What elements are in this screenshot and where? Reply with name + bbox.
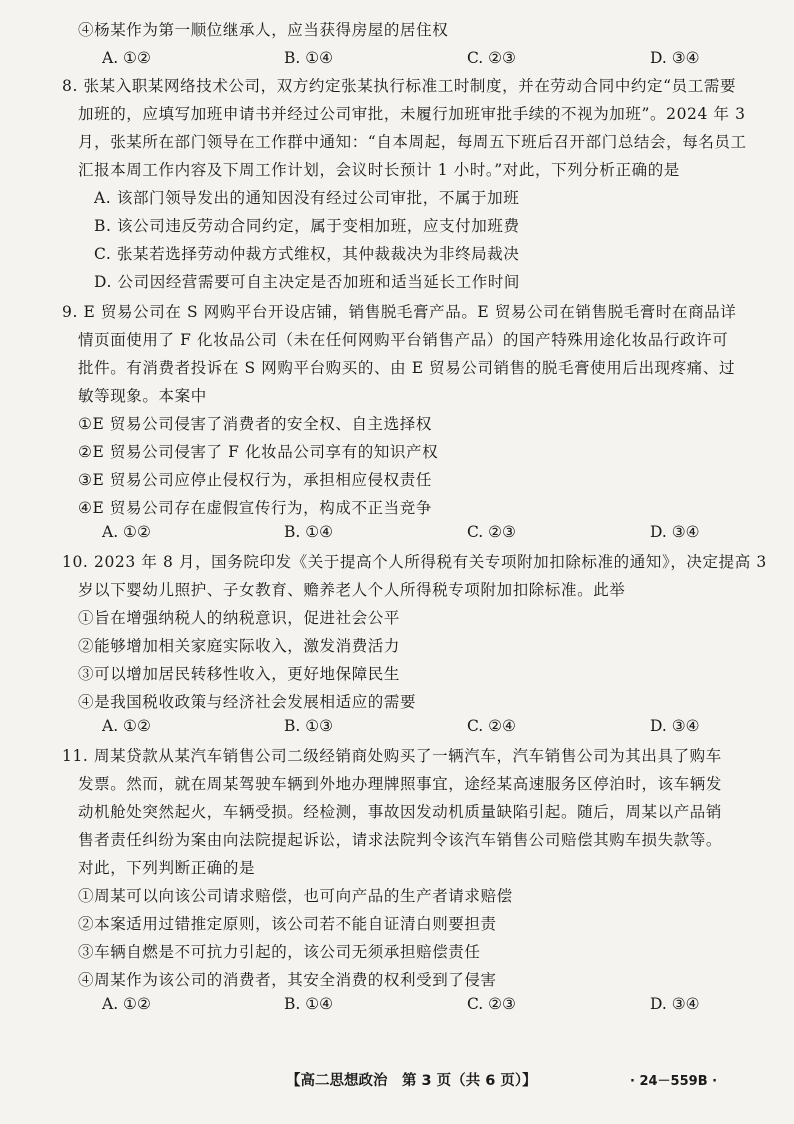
q8-stem-line-3: 月，张某所在部门领导在工作群中通知：“自本周起，每周五下班后召开部门总结会，每名员工 <box>78 133 747 151</box>
q9-stem-line-2: 情页面使用了 F 化妆品公司（未在任何网购平台销售产品）的国产特殊用途化妆品行政许可 <box>78 331 729 349</box>
q10-statement-3: ③可以增加居民转移性收入，更好地保障民生 <box>78 665 401 683</box>
q9-option-b: B. ①④ <box>284 523 334 541</box>
q11-stem-line-4: 售者责任纠纷为案由向法院提起诉讼，请求法院判令该汽车销售公司赔偿其购车损失款等。 <box>78 831 723 849</box>
q7-statement-4: ④杨某作为第一顺位继承人，应当获得房屋的居住权 <box>78 21 449 39</box>
q10-statement-1: ①旨在增强纳税人的纳税意识，促进社会公平 <box>78 609 401 627</box>
q11-stem-line-3: 动机舱处突然起火，车辆受损。经检测，事故因发动机质量缺陷引起。随后，周某以产品销 <box>78 803 723 821</box>
q9-stem-line-4: 敏等现象。本案中 <box>78 387 207 405</box>
q7-option-d: D. ③④ <box>650 49 700 67</box>
q9-statement-3: ③E 贸易公司应停止侵权行为，承担相应侵权责任 <box>78 471 432 489</box>
q10-option-a: A. ①② <box>102 717 151 735</box>
q8-stem-line-2: 加班的，应填写加班申请书并经过公司审批，未履行加班审批手续的不视为加班”。2024 年 3 <box>78 105 746 123</box>
page-footer-title: 【高二思想政治 第 3 页（共 6 页）】 <box>286 1073 537 1089</box>
q9-options <box>0 522 794 542</box>
q10-stem-line-2: 岁以下婴幼儿照护、子女教育、赡养老人个人所得税专项附加扣除标准。此举 <box>78 581 626 599</box>
q7-option-a: A. ①② <box>102 49 151 67</box>
q11-option-a: A. ①② <box>102 995 151 1013</box>
q11-statement-3: ③车辆自燃是不可抗力引起的，该公司无须承担赔偿责任 <box>78 943 481 961</box>
q11-statement-4: ④周某作为该公司的消费者，其安全消费的权利受到了侵害 <box>78 971 497 989</box>
q9-option-a: A. ①② <box>102 523 151 541</box>
q8-choice-c: C. 张某若选择劳动仲裁方式维权，其仲裁裁决为非终局裁决 <box>94 245 520 263</box>
q11-statement-1: ①周某可以向该公司请求赔偿，也可向产品的生产者请求赔偿 <box>78 887 513 905</box>
q11-options <box>0 994 794 1014</box>
q9-statement-4: ④E 贸易公司存在虚假宣传行为，构成不正当竞争 <box>78 499 432 517</box>
q9-stem-line-1: 9. E 贸易公司在 S 网购平台开设店铺，销售脱毛膏产品。E 贸易公司在销售脱毛膏时在商品详 <box>62 303 737 321</box>
q8-stem-line-1: 8. 张某入职某网络技术公司，双方约定张某执行标准工时制度，并在劳动合同中约定“员工需要 <box>62 77 737 95</box>
q11-statement-2: ②本案适用过错推定原则，该公司若不能自证清白则要担责 <box>78 915 497 933</box>
q7-options <box>0 48 794 68</box>
q7-option-b: B. ①④ <box>284 49 334 67</box>
q9-option-c: C. ②③ <box>467 523 516 541</box>
q9-statement-2: ②E 贸易公司侵害了 F 化妆品公司享有的知识产权 <box>78 443 439 461</box>
q8-choice-b: B. 该公司违反劳动合同约定，属于变相加班，应支付加班费 <box>94 217 520 235</box>
q11-stem-line-2: 发票。然而，就在周某驾驶车辆到外地办理牌照事宜，途经某高速服务区停泊时，该车辆发 <box>78 775 723 793</box>
exam-code: · 24－559B · <box>630 1074 718 1089</box>
q11-option-c: C. ②③ <box>467 995 516 1013</box>
q10-option-c: C. ②④ <box>467 717 516 735</box>
q10-option-b: B. ①③ <box>284 717 334 735</box>
q9-option-d: D. ③④ <box>650 523 700 541</box>
q8-choice-a: A. 该部门领导发出的通知因没有经过公司审批，不属于加班 <box>94 189 520 207</box>
q10-statement-2: ②能够增加相关家庭实际收入，激发消费活力 <box>78 637 401 655</box>
q11-stem-line-5: 对此，下列判断正确的是 <box>78 859 256 877</box>
q7-option-c: C. ②③ <box>467 49 516 67</box>
q9-stem-line-3: 批件。有消费者投诉在 S 网购平台购买的、由 E 贸易公司销售的脱毛膏使用后出现疼痛、过 <box>78 359 736 377</box>
q10-statement-4: ④是我国税收政策与经济社会发展相适应的需要 <box>78 693 417 711</box>
q11-option-d: D. ③④ <box>650 995 700 1013</box>
q8-choice-d: D. 公司因经营需要可自主决定是否加班和适当延长工作时间 <box>94 273 521 291</box>
q11-option-b: B. ①④ <box>284 995 334 1013</box>
q9-statement-1: ①E 贸易公司侵害了消费者的安全权、自主选择权 <box>78 415 432 433</box>
q11-stem-line-1: 11. 周某贷款从某汽车销售公司二级经销商处购买了一辆汽车，汽车销售公司为其出具了购车 <box>62 747 722 765</box>
q10-option-d: D. ③④ <box>650 717 700 735</box>
q10-stem-line-1: 10. 2023 年 8 月，国务院印发《关于提高个人所得税有关专项附加扣除标准的通知》，决定提高 3 <box>62 553 767 571</box>
q8-stem-line-4: 汇报本周工作内容及下周工作计划，会议时长预计 1 小时。”对此，下列分析正确的是 <box>78 161 680 179</box>
q10-options <box>0 716 794 736</box>
